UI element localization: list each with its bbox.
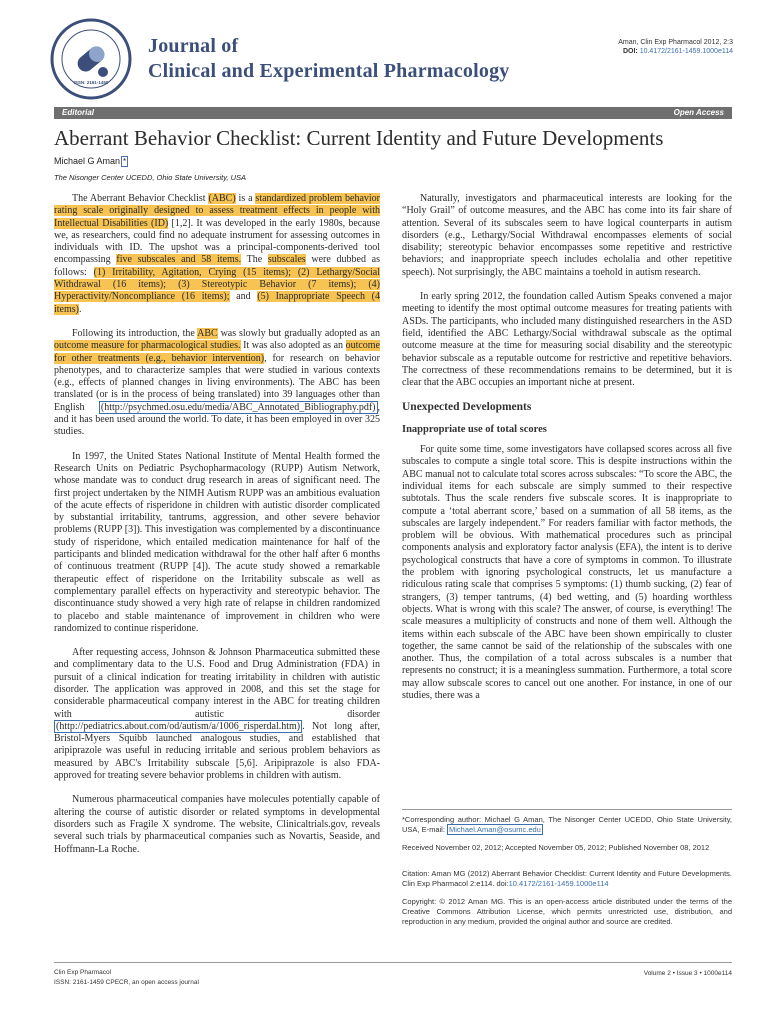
open-access-label: Open Access <box>673 108 724 117</box>
info-divider <box>402 809 732 810</box>
highlight: subscales <box>267 254 306 266</box>
logo-issn: ISSN: 2161-1459 <box>73 80 109 85</box>
footer-journal <box>54 968 199 988</box>
citation-doi-link[interactable]: 10.4172/2161-1459.1000e114 <box>508 879 609 888</box>
received-dates: Received November 02, 2012; Accepted November 05, 2012; Published November 08, 2012 <box>402 843 710 852</box>
email-link[interactable]: Michael.Aman@osumc.edu <box>449 825 541 834</box>
doi-link[interactable]: 10.4172/2161-1459.1000e114 <box>639 48 733 55</box>
right-column <box>402 193 732 714</box>
paragraph-adoption: Following its introduction, the ABC was slowly but gradually adopted as an outcome measure for pharmacological studies. It was also adopted as an outcome for other treatments (e.g., behavior intervention), for research on behavior phenotypes, and to characterize samples that were studied in various contexts (e.g., effects of planned changes in living environments). The ABC has been translated (or is in the process of being translated) into 39 languages other than English (http://psychmed.osu.edu/media/ABC_Annotated_Bibliography.pdf) , and it has been used around the world. To date, it has been employed in over 325 studies. <box>54 327 381 438</box>
left-column <box>54 193 380 868</box>
risperdal-link[interactable]: (http://pediatrics.about.com/od/autism/a/1006_risperdal.htm) <box>56 720 301 732</box>
paragraph-fda: After requesting access, Johnson & Johnson Pharmaceutica submitted these and complimentary data to the U.S. Food and Drug Administration (FDA) in pursuit of a clinical indication for treating irritability in children with autistic disorder. The application was approved in 2008, and this set the stage for considerable pharmaceutical company interest in the ABC for treating children with autistic disorder (http://pediatrics.about.com/od/autism/a/1006_risperdal.htm) . Not long after, Bristol-Myers Squibb launched analogous studies, and established that aripiprazole was useful in reducing irritable and serious problem behaviors as measured by ABC's Irritability subscale [5,6]. Aripiprazole is also FDA-approved for treating severe behavior problems in children with autism. <box>54 647 380 782</box>
footer-divider <box>54 962 732 963</box>
journal-title <box>148 34 509 84</box>
article-title: Aberrant Behavior Checklist: Current Identity and Future Developments <box>54 126 664 150</box>
footer-issn: ISSN: 2161-1459 CPECR, an open access journal <box>54 979 199 986</box>
citation-text: Aman, Clin Exp Pharmacol 2012, 2:3 <box>618 39 733 46</box>
bibliography-link[interactable]: (http://psychmed.osu.edu/media/ABC_Annotated_Bibliography.pdf) <box>100 401 376 413</box>
footer-journal-name: Clin Exp Pharmacol <box>54 969 112 976</box>
journal-logo <box>50 18 132 100</box>
journal-title-line1: Journal of <box>148 35 239 57</box>
section-heading: Unexpected Developments <box>402 401 532 414</box>
section-bar <box>54 107 732 119</box>
paragraph-rupp: In 1997, the United States National Institute of Mental Health formed the Research Units on Pediatric Psychopharmacology (RUPP) Autism Network, whose mandate was to conduct drug research in areas of significant need. The first project undertaken by the NIMH Autism RUPP was an ambitious evaluation of the acute effects of risperidone in children with autistic disorder complicated by substantial irritability, tantrums, aggression, and other severe behavior problems (RUPP [3]). This investigation was complemented by a discontinuance study of risperidone, which entailed medication maintenance for half of the participants and blinded medication withdrawal for the other half after 6 months of continuous treatment (RUPP [4]). The acute study showed a remarkable therapeutic effect of risperidone on the Irritability subscale as well as complementary parallel effects on hyperactivity and stereotypic behavior. The discontinuance study showed a very high rate of relapse in children randomized to placebo and stable maintenance of improvement in children who were randomized to continue risperidone. <box>54 450 380 634</box>
author-name: Michael G Aman <box>54 156 121 166</box>
subsection-heading: Inappropriate use of total scores <box>402 423 547 435</box>
corresponding-author-link[interactable]: * <box>123 157 127 166</box>
author-line <box>54 156 128 167</box>
paragraph-autism-speaks: In early spring 2012, the foundation called Autism Speaks convened a major meeting to identify the most optimal outcome measures for treating patients with ASDs. The participants, who included many distinguished researchers in the ASD field, identified the ABC Lethargy/Social withdrawal subscale as the optimal outcome measure at the time for measuring social disability and the stereotypic behavior subscale as a reputable outcome for restrictive and repetitive behaviors. The correctness of these recommendations remains to be determined, but it is clear that the ABC occupies an important niche at present. <box>402 291 732 389</box>
highlight: standardized problem behavior rating scale originally designed to assess treatment effects in people with Intellectual Disabilities (ID) <box>54 193 381 229</box>
corresponding-author: *Corresponding author: Michael G Aman, The Nisonger Center UCEDD, Ohio State University, USA, E-mail: Michael.Aman@osumc.edu <box>402 815 732 834</box>
paragraph-holy-grail: Naturally, investigators and pharmaceutical interests are looking for the “Holy Grail” of outcome measures, and the ABC has come into its fair share of attention. Several of its subscales seem to have logical counterparts in autism disorders (e.g., Lethargy/Social Withdrawal encompasses elements of social disability; stereotypic behavior encompasses some repetitive and restrictive behaviors; and inappropriate speech includes echolalia and other repetitive speech). Not surprisingly, the ABC maintains a toehold in autism research. <box>402 193 732 278</box>
doi-label: DOI: <box>622 48 638 55</box>
highlight: outcome measure for pharmacological studies. <box>54 340 241 352</box>
journal-title-line2: Clinical and Experimental Pharmacology <box>148 60 510 82</box>
highlight: (1) Irritability, Agitation, Crying (15 items); (2) Lethargy/Social Withdrawal (16 items); (3) Stereotypic Behavior (7 items); (4) Hyperactivity/Noncompliance (16 items); <box>54 266 381 303</box>
copyright-block: Copyright: © 2012 Aman MG. This is an open-access article distributed under the terms of the Creative Commons Attribution License, which permits unrestricted use, distribution, and reproduction in any medium, provided the original author and source are credited. <box>402 897 732 926</box>
highlight: (5) Inappropriate Speech (4 items) <box>54 291 380 315</box>
highlight: (ABC) <box>208 193 236 204</box>
paragraph-companies: Numerous pharmaceutical companies have molecules potentially capable of altering the course of autistic disorder or related symptoms in developmental disorders such as Fragile X syndrome. The website, Clinicaltrials.gov, reveals several such trials by pharmaceutical companies such as Novartis, Seaside, and Hoffmann-La Roche. <box>54 794 380 855</box>
highlight: five subscales and 58 items. <box>116 254 242 266</box>
header-citation <box>618 38 733 56</box>
highlight: ABC <box>197 327 218 339</box>
paragraph-intro: The Aberrant Behavior Checklist (ABC) is a standardized problem behavior rating scale originally designed to assess treatment effects in people with Intellectual Disabilities (ID) [1,2]. It was developed in the early 1980s, because we, as researchers, could find no adequate instrument for assessing outcomes in individuals with ID. The upshot was a principal-components-derived tool encompassing five subscales and 58 items. The subscales were dubbed as follows: (1) Irritability, Agitation, Crying (15 items); (2) Lethargy/Social Withdrawal (16 items); (3) Stereotypic Behavior (7 items); (4) Hyperactivity/Noncompliance (16 items); and (5) Inappropriate Speech (4 items). <box>54 193 381 315</box>
highlight: outcome for other treatments (e.g., behavior intervention) <box>54 340 380 364</box>
citation-block: Citation: Aman MG (2012) Aberrant Behavior Checklist: Current Identity and Future Developments. Clin Exp Pharmacol 2:e114. doi:10.4172/2161-1459.1000e114 <box>402 869 732 888</box>
footer-volume: Volume 2 • Issue 3 • 1000e114 <box>643 970 732 977</box>
article-type-label: Editorial <box>62 108 95 117</box>
paragraph-total-scores: For quite some time, some investigators have collapsed scores across all five subscales to compute a single total score. This is despite instructions within the ABC manual not to calculate total scores across subscales: “To score the ABC, the individual items for each subscale are simply summed to their respective subtotals. Thus the scale renders five subscale scores. It is inappropriate to compute a ‘total aberrant score,’ based on a summation of all 58 items, as the subscales are largely independent.” For readers familiar with factor methods, the problem will be obvious. With mathematical procedures such as principal components analysis and exploratory factor analysis (EFA), the intent is to derive psychological constructs that have a core of symptoms in common. To illustrate the problem with ignoring psychological constructs, let us manufacture a ridiculous rating scale that comprises 5 symptoms: (1) thumb sucking, (2) fear of strangers, (3) temper tantrums, (4) bed wetting, and (5) hoarding worthless objects. What is wrong with this scale? The answer, of course, is everything! The scale measures a multiplicity of constructs and none of them well. Although the items within each subscale of the ABC have been shown empirically to cluster together, the same cannot be said of the relationship of the subscales with one another. Thus, the compilation of a total across subscales is a number that represents no construct; it is a meaningless summation. Furthermore, a total score may allow subscale scores to cancel out one another. For instance, in one of our studies, there was a <box>402 444 732 701</box>
affiliation: The Nisonger Center UCEDD, Ohio State University, USA <box>54 173 247 182</box>
